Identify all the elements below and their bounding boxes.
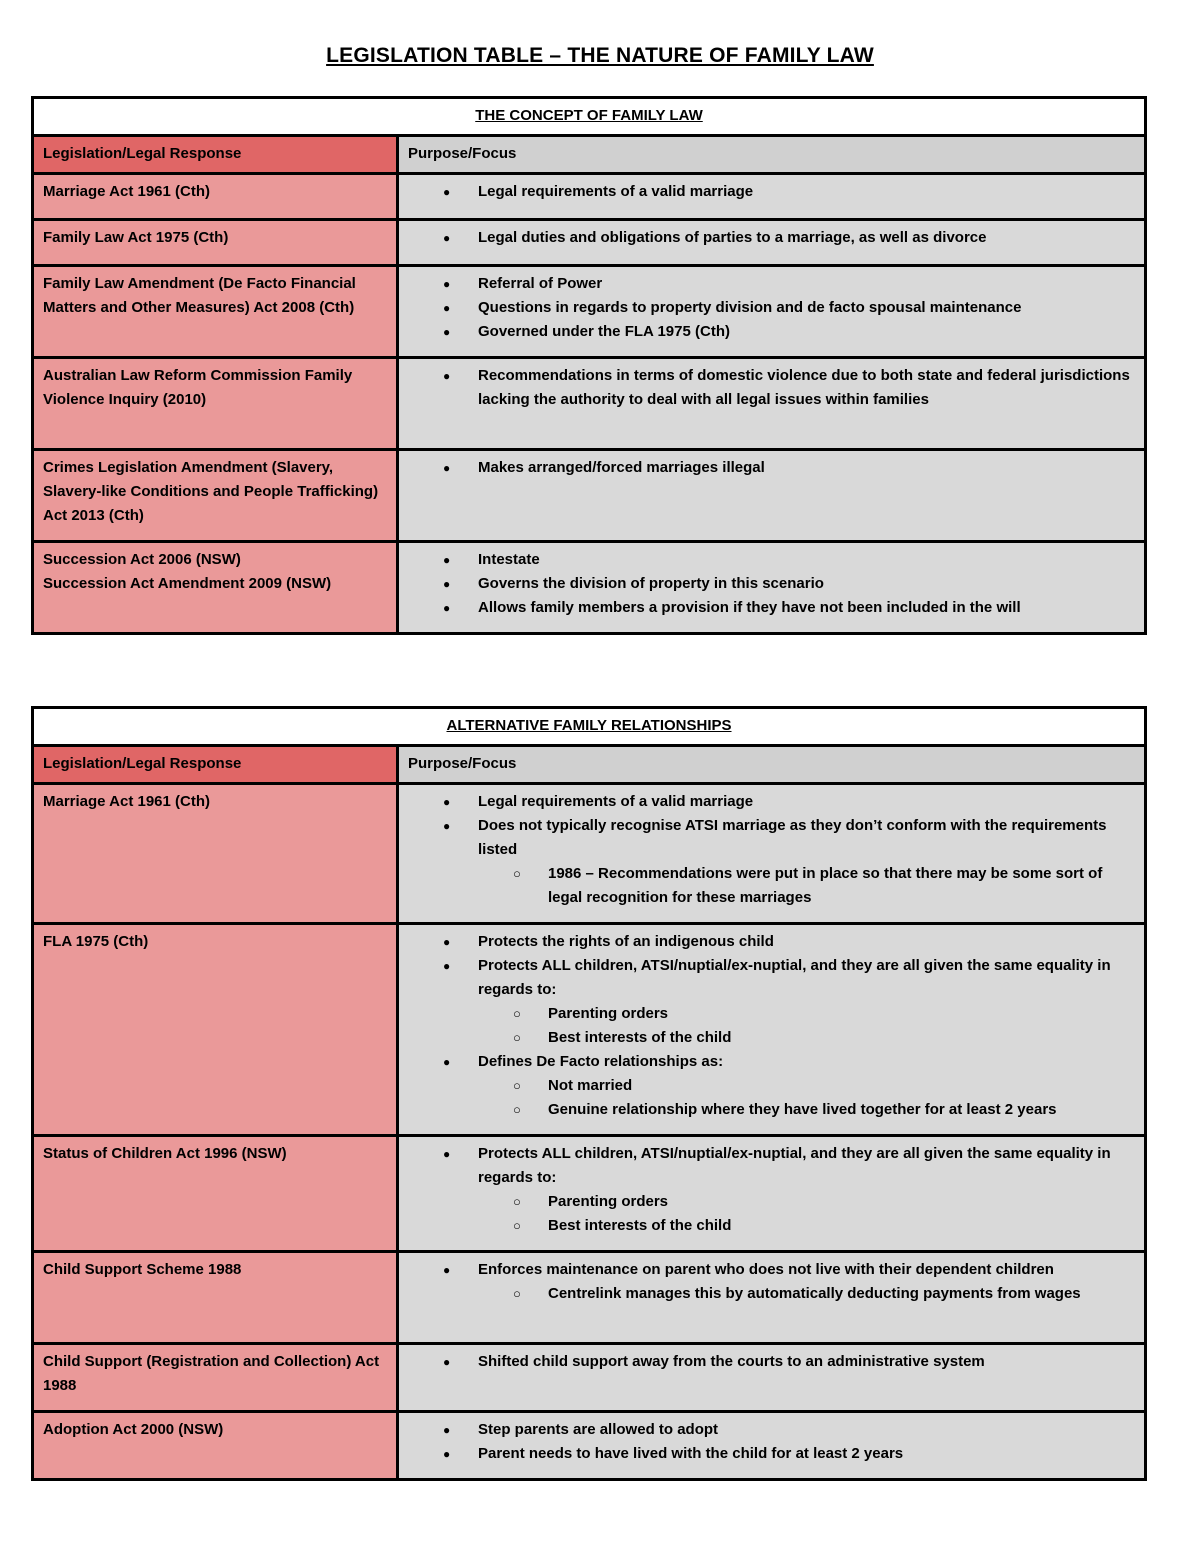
purpose-list — [408, 456, 1135, 480]
purpose-cell — [398, 1344, 1146, 1412]
sub-point: ○ Genuine relationship where they have lived together for at least 2 years — [548, 1098, 1135, 1122]
purpose-point — [478, 572, 1135, 596]
purpose-point-text: Protects ALL children, ATSI/nuptial/ex-nuptial, and they are all given the same equality in regards to: — [478, 1145, 1111, 1186]
purpose-list — [408, 930, 1135, 1122]
purpose-list — [408, 180, 1135, 204]
purpose-point — [478, 790, 1135, 814]
header-legislation: Legislation/Legal Response — [33, 746, 398, 784]
purpose-cell — [398, 1412, 1146, 1480]
purpose-point-text: Step parents are allowed to adopt — [478, 1421, 719, 1438]
legislation-cell — [33, 1412, 398, 1480]
legislation-name: Family Law Act 1975 (Cth) — [43, 229, 229, 246]
purpose-point — [478, 1442, 1135, 1466]
purpose-list — [408, 790, 1135, 910]
legislation-name: Marriage Act 1961 (Cth) — [43, 183, 210, 200]
legislation-name: Child Support (Registration and Collection) Act 1988 — [43, 1353, 380, 1394]
legislation-cell — [33, 174, 398, 220]
header-purpose: Purpose/Focus — [398, 136, 1146, 174]
purpose-list — [408, 1142, 1135, 1238]
purpose-cell — [398, 784, 1146, 924]
legislation-cell — [33, 542, 398, 634]
table-concept-of-family-law — [31, 96, 1147, 635]
section-title: THE CONCEPT OF FAMILY LAW — [33, 98, 1146, 136]
legislation-name: Succession Act 2006 (NSW) — [43, 551, 241, 568]
table-row — [33, 266, 1146, 358]
purpose-cell — [398, 1136, 1146, 1252]
legislation-cell — [33, 924, 398, 1136]
header-purpose: Purpose/Focus — [398, 746, 1146, 784]
purpose-point-text: Questions in regards to property division and de facto spousal maintenance — [478, 299, 1022, 316]
purpose-point — [478, 548, 1135, 572]
purpose-point-text: Makes arranged/forced marriages illegal — [478, 459, 765, 476]
purpose-list — [408, 272, 1135, 344]
table-row — [33, 358, 1146, 450]
purpose-point — [478, 1350, 1135, 1374]
legislation-cell — [33, 1136, 398, 1252]
legislation-cell — [33, 450, 398, 542]
header-row — [33, 746, 1146, 784]
purpose-point — [478, 814, 1135, 910]
table-alternative-family-relationships — [31, 706, 1147, 1481]
sub-point-list — [478, 1074, 1135, 1122]
purpose-list — [408, 226, 1135, 250]
sub-point: ○ Best interests of the child — [548, 1214, 1135, 1238]
section-title: ALTERNATIVE FAMILY RELATIONSHIPS — [33, 708, 1146, 746]
purpose-list — [408, 364, 1135, 412]
legislation-cell — [33, 784, 398, 924]
legislation-name: Child Support Scheme 1988 — [43, 1261, 242, 1278]
purpose-point — [478, 180, 1135, 204]
purpose-point — [478, 364, 1135, 412]
purpose-cell — [398, 266, 1146, 358]
purpose-point — [478, 1050, 1135, 1122]
purpose-list — [408, 1258, 1135, 1306]
section-title-row — [33, 98, 1146, 136]
table-row — [33, 1136, 1146, 1252]
purpose-cell — [398, 542, 1146, 634]
table-row — [33, 1412, 1146, 1480]
sub-point: ○ Parenting orders — [548, 1190, 1135, 1214]
sub-point-list — [478, 1282, 1135, 1306]
purpose-point — [478, 954, 1135, 1050]
purpose-list — [408, 548, 1135, 620]
purpose-point — [478, 1142, 1135, 1238]
purpose-point — [478, 272, 1135, 296]
purpose-point — [478, 596, 1135, 620]
legislation-name: Australian Law Reform Commission Family Violence Inquiry (2010) — [43, 367, 353, 408]
purpose-point-text: Referral of Power — [478, 275, 603, 292]
purpose-point — [478, 456, 1135, 480]
purpose-point-text: Recommendations in terms of domestic violence due to both state and federal jurisdictions lacking the authority to deal with all legal issues within families — [478, 367, 1130, 408]
legislation-cell — [33, 1344, 398, 1412]
sub-point: ○ Not married — [548, 1074, 1135, 1098]
table-row — [33, 450, 1146, 542]
table-row — [33, 174, 1146, 220]
legislation-name: Family Law Amendment (De Facto Financial Matters and Other Measures) Act 2008 (Cth) — [43, 275, 356, 316]
purpose-point-text: Defines De Facto relationships as: — [478, 1053, 724, 1070]
purpose-point — [478, 1418, 1135, 1442]
sub-point: ○ Parenting orders — [548, 1002, 1135, 1026]
table-row — [33, 542, 1146, 634]
legislation-name: Crimes Legislation Amendment (Slavery, Slavery-like Conditions and People Trafficking) Act 2013 (Cth) — [43, 459, 379, 524]
document-title: LEGISLATION TABLE – THE NATURE OF FAMILY LAW — [326, 44, 874, 67]
purpose-point — [478, 226, 1135, 250]
legislation-name: Marriage Act 1961 (Cth) — [43, 793, 210, 810]
sub-point-list — [478, 862, 1135, 910]
purpose-point — [478, 1258, 1135, 1306]
legislation-cell — [33, 358, 398, 450]
purpose-cell — [398, 174, 1146, 220]
table-row — [33, 220, 1146, 266]
purpose-point — [478, 296, 1135, 320]
purpose-point-text: Legal duties and obligations of parties to a marriage, as well as divorce — [478, 229, 987, 246]
purpose-point — [478, 320, 1135, 344]
table-row — [33, 784, 1146, 924]
purpose-cell — [398, 220, 1146, 266]
purpose-cell — [398, 358, 1146, 450]
legislation-name: Status of Children Act 1996 (NSW) — [43, 1145, 287, 1162]
legislation-cell — [33, 220, 398, 266]
legislation-name: FLA 1975 (Cth) — [43, 933, 149, 950]
legislation-cell — [33, 1252, 398, 1344]
purpose-point-text: Legal requirements of a valid marriage — [478, 793, 754, 810]
purpose-point-text: Governs the division of property in this scenario — [478, 575, 824, 592]
header-legislation: Legislation/Legal Response — [33, 136, 398, 174]
legislation-name: Succession Act Amendment 2009 (NSW) — [43, 575, 332, 592]
sub-point-list — [478, 1190, 1135, 1238]
purpose-point-text: Shifted child support away from the courts to an administrative system — [478, 1353, 985, 1370]
purpose-point-text: Legal requirements of a valid marriage — [478, 183, 754, 200]
table-row — [33, 1344, 1146, 1412]
purpose-point-text: Protects the rights of an indigenous child — [478, 933, 774, 950]
purpose-point-text: Enforces maintenance on parent who does not live with their dependent children — [478, 1261, 1054, 1278]
purpose-cell — [398, 924, 1146, 1136]
sub-point: ○ 1986 – Recommendations were put in place so that there may be some sort of legal recognition for these marriages — [548, 862, 1135, 910]
purpose-point-text: Protects ALL children, ATSI/nuptial/ex-nuptial, and they are all given the same equality in regards to: — [478, 957, 1111, 998]
purpose-point-text: Governed under the FLA 1975 (Cth) — [478, 323, 730, 340]
purpose-list — [408, 1350, 1135, 1374]
purpose-cell — [398, 450, 1146, 542]
sub-point-list — [478, 1002, 1135, 1050]
purpose-list — [408, 1418, 1135, 1466]
sub-point: ○ Best interests of the child — [548, 1026, 1135, 1050]
purpose-point — [478, 930, 1135, 954]
legislation-cell — [33, 266, 398, 358]
purpose-point-text: Does not typically recognise ATSI marriage as they don’t conform with the requirements listed — [478, 817, 1107, 858]
purpose-point-text: Intestate — [478, 551, 540, 568]
purpose-point-text: Allows family members a provision if they have not been included in the will — [478, 599, 1021, 616]
table-row — [33, 1252, 1146, 1344]
purpose-point-text: Parent needs to have lived with the child for at least 2 years — [478, 1445, 904, 1462]
legislation-name: Adoption Act 2000 (NSW) — [43, 1421, 224, 1438]
purpose-cell — [398, 1252, 1146, 1344]
section-title-row — [33, 708, 1146, 746]
sub-point: ○ Centrelink manages this by automatically deducting payments from wages — [548, 1282, 1135, 1306]
header-row — [33, 136, 1146, 174]
table-row — [33, 924, 1146, 1136]
